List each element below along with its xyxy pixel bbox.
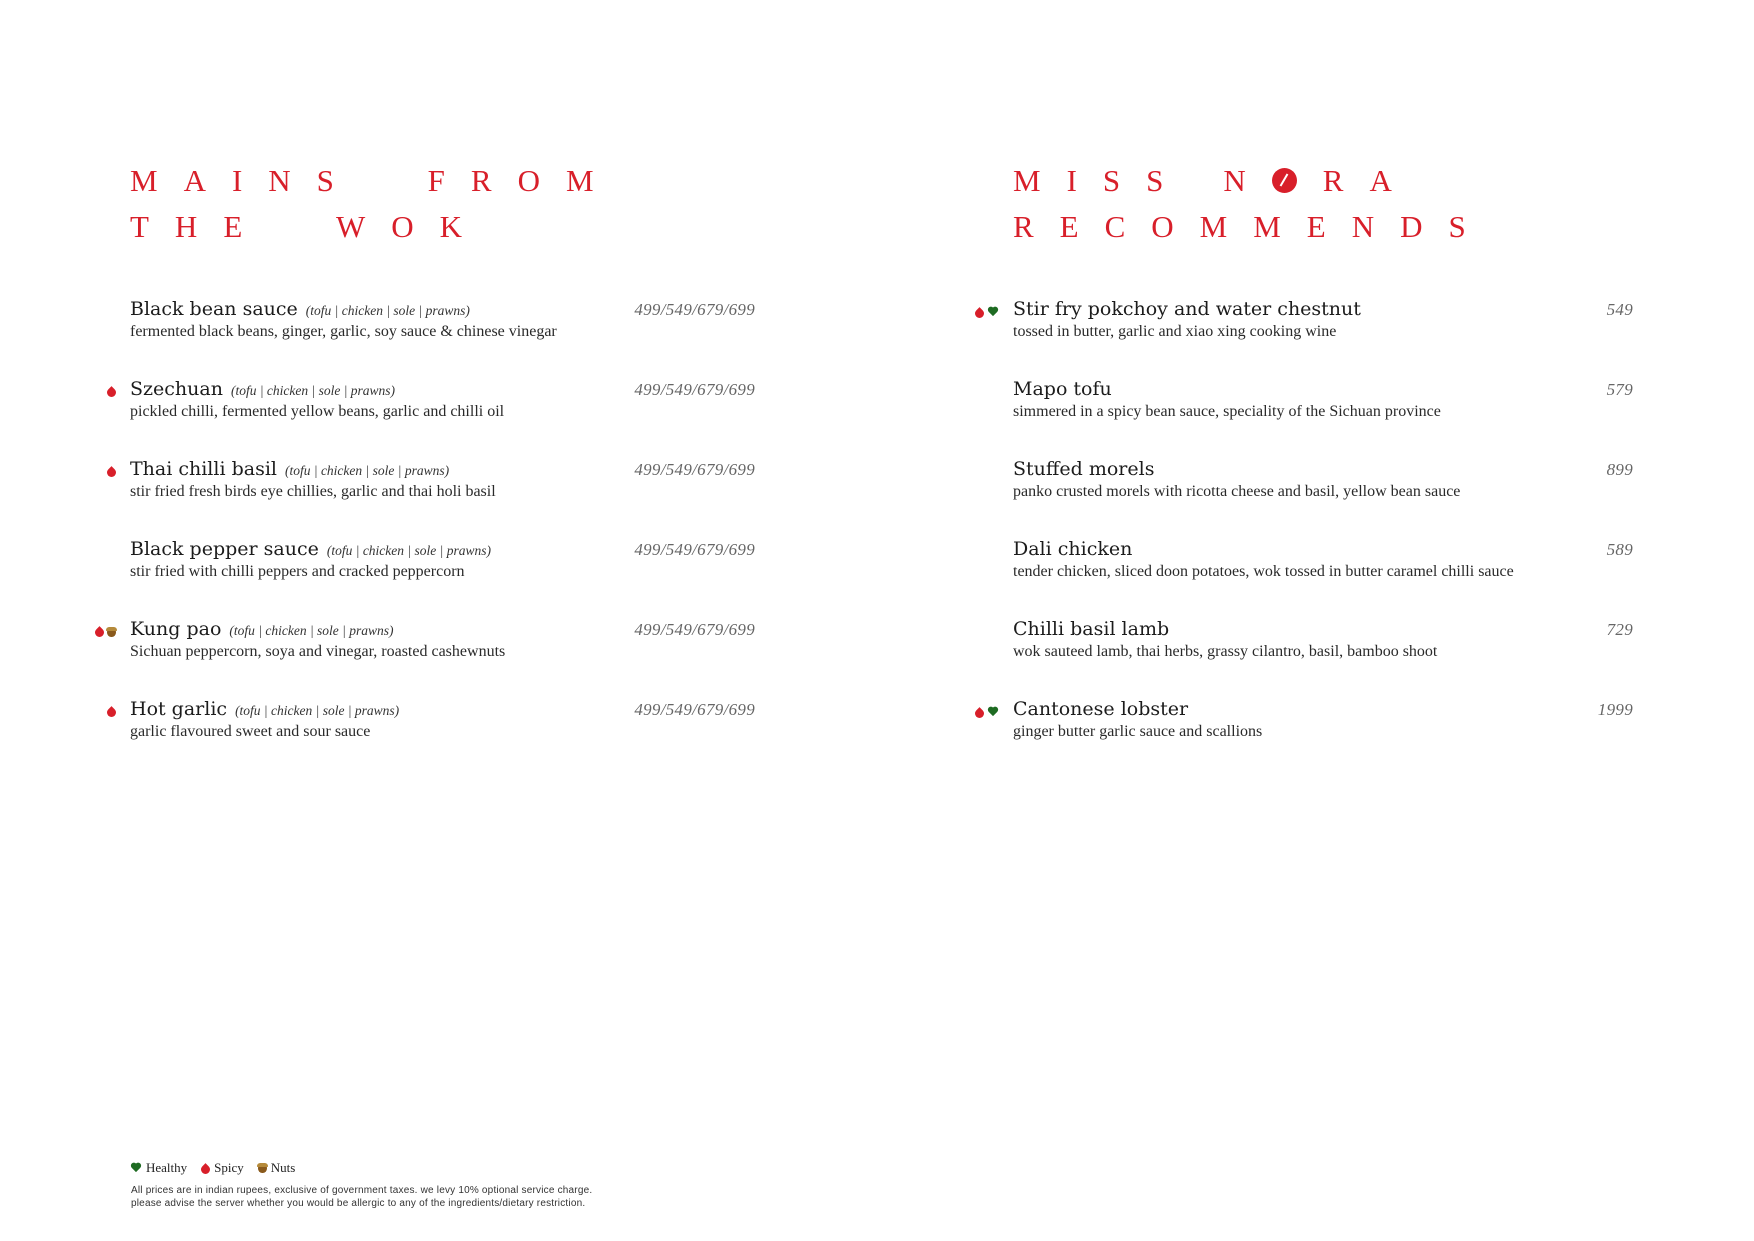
healthy-heart-icon [130,1162,142,1174]
dietary-icons [975,706,999,718]
section-heading-recommends [1013,158,1633,250]
menu-item [1013,698,1633,778]
menu-item [1013,538,1633,618]
menu-item-description: panko crusted morels with ricotta cheese and basil, yellow bean sauce [1013,483,1461,500]
menu-item [130,378,755,458]
menu-item-price: 589 [1606,540,1633,559]
menu-item-description: garlic flavoured sweet and sour sauce [130,723,371,740]
menu-item-title-row [1013,378,1633,400]
spicy-chilli-icon [973,707,986,720]
menu-item-title-row [1013,538,1633,560]
menu-item-name: Chilli basil lamb [1013,618,1170,640]
menu-item-description: ginger butter garlic sauce and scallions [1013,723,1263,740]
spicy-chilli-icon [105,466,118,479]
spicy-chilli-icon [973,307,986,320]
legend-label: Nuts [270,1160,296,1175]
menu-item-title-row [1013,298,1633,320]
heading-word: FROM [427,163,620,198]
menu-item-name: Hot garlic [130,698,228,720]
price-disclaimer [131,1184,592,1210]
menu-item-title-row [1013,618,1633,640]
menu-item-name: Dali chicken [1013,538,1133,560]
menu-item [130,458,755,538]
menu-item-variants: (tofu | chicken | sole | prawns) [229,623,394,638]
menu-item [130,698,755,778]
disclaimer-line: All prices are in indian rupees, exclusive of government taxes. we levy 10% optional service charge. [131,1185,593,1196]
heading-word: RA [1322,163,1418,198]
menu-item [1013,458,1633,538]
menu-item-variants: (tofu | chicken | sole | prawns) [305,303,470,318]
menu-item-name: Thai chilli basil [130,458,277,480]
heading-word: MISS [1013,163,1190,198]
menu-item-price: 499/549/679/699 [634,300,755,319]
heading-word: THE [130,209,269,244]
menu-item-list [130,298,755,778]
heading-word: RECOMMENDS [1013,209,1492,244]
menu-item-price: 499/549/679/699 [634,620,755,639]
menu-item-name: Stir fry pokchoy and water chestnut [1013,298,1361,320]
legend-healthy [130,1160,187,1176]
menu-item-list [1013,298,1633,778]
menu-item-name: Mapo tofu [1013,378,1112,400]
spicy-chilli-icon [105,706,118,719]
miss-nora-recommends-section [1013,158,1633,778]
menu-item-variants: (tofu | chicken | sole | prawns) [230,383,396,398]
menu-item-price: 899 [1606,460,1633,479]
menu-item-description: tender chicken, sliced doon potatoes, wok tossed in butter caramel chilli sauce [1013,563,1514,580]
dietary-icons [975,306,999,318]
menu-item-description: fermented black beans, ginger, garlic, soy sauce & chinese vinegar [130,323,557,340]
menu-item-name: Stuffed morels [1013,458,1155,480]
menu-item [1013,298,1633,378]
menu-item-title-row [1013,458,1633,480]
section-heading-mains [130,158,755,250]
menu-item-price: 499/549/679/699 [634,540,755,559]
menu-item-variants: (tofu | chicken | sole | prawns) [326,543,491,558]
legend-nuts [258,1160,296,1176]
menu-item-variants: (tofu | chicken | sole | prawns) [284,463,450,478]
menu-item [130,298,755,378]
menu-item-variants: (tofu | chicken | sole | prawns) [235,703,400,718]
dietary-icons [95,626,116,637]
dietary-legend [130,1160,303,1176]
menu-item [130,618,755,698]
healthy-heart-icon [987,306,999,318]
legend-label: Spicy [214,1160,244,1175]
menu-item-price: 499/549/679/699 [634,700,755,719]
menu-item-price: 499/549/679/699 [634,460,755,479]
menu-item-description: stir fried fresh birds eye chillies, garlic and thai holi basil [130,483,496,500]
legend-label: Healthy [146,1160,188,1175]
disclaimer-line: please advise the server whether you would be allergic to any of the ingredients/dietary restriction. [131,1198,586,1209]
menu-item-name: Black bean sauce [130,298,298,320]
menu-item [1013,378,1633,458]
menu-item-price: 579 [1606,380,1633,399]
menu-item-description: tossed in butter, garlic and xiao xing cooking wine [1013,323,1337,340]
nuts-acorn-icon [258,1163,267,1173]
menu-item [1013,618,1633,698]
menu-item-description: wok sauteed lamb, thai herbs, grassy cilantro, basil, bamboo shoot [1013,643,1438,660]
menu-item-description: Sichuan peppercorn, soya and vinegar, roasted cashewnuts [130,643,506,660]
menu-item-price: 1999 [1597,700,1633,719]
heading-word: MAINS [130,163,360,198]
legend-spicy [201,1160,244,1176]
menu-item-title-row [1013,698,1633,720]
menu-item-description: stir fried with chilli peppers and cracked peppercorn [130,563,465,580]
mains-from-the-wok-section [130,158,755,778]
menu-item-description: pickled chilli, fermented yellow beans, garlic and chilli oil [130,403,505,420]
menu-item-name: Black pepper sauce [130,538,319,560]
spicy-chilli-icon [105,386,118,399]
dietary-icons [107,706,116,717]
dietary-icons [107,466,116,477]
menu-item-price: 549 [1606,300,1633,319]
nora-logo-icon [1272,168,1297,193]
menu-item-description: simmered in a spicy bean sauce, speciality of the Sichuan province [1013,403,1441,420]
spicy-chilli-icon [199,1163,212,1176]
menu-item-name: Szechuan [130,378,223,400]
menu-item-price: 499/549/679/699 [634,380,755,399]
heading-word: N [1223,163,1272,198]
menu-item [130,538,755,618]
menu-item-name: Cantonese lobster [1013,698,1189,720]
healthy-heart-icon [987,706,999,718]
menu-item-price: 729 [1606,620,1633,639]
nuts-acorn-icon [107,627,116,637]
menu-item-name: Kung pao [130,618,222,640]
heading-word: WOK [336,209,489,244]
dietary-icons [107,386,116,397]
spicy-chilli-icon [93,626,106,639]
